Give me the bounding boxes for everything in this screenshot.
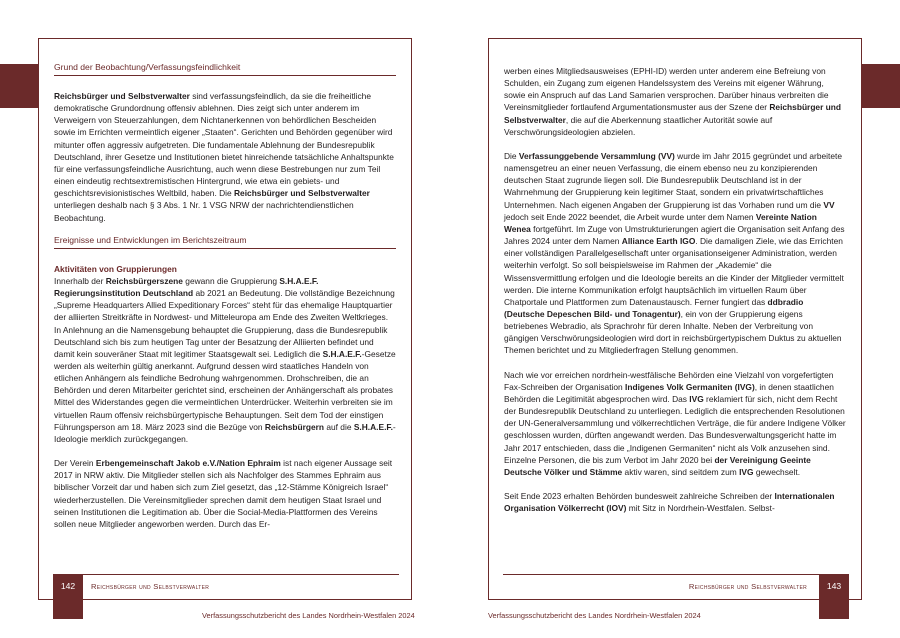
paragraph: Reichsbürger und Selbstverwalter sind verfassungsfeindlich, da sie die freiheitliche demokratische Grundordnung offensiv ablehnen. Dies zeigt sich unter anderem im Verweigern von Steuerzahlungen, dem Nichtanerkennen von behördlichen Bescheiden sowie im Errichten vermeintlich eigener „Staaten“. Gerichten und Behörden gegenüber wird mitunter offen aggressiv aufgetreten. Die fundamentale Ablehnung der Bundesrepublik Deutschland, ihrer Gesetze und Institutionen bietet hinreichende tatsächliche Anhaltspunkte für eine verfassungsfeindliche Ausrichtung, auch wenn diese Bestrebungen nur zum Teil einen eindeutig rechtsextremistischen Hintergrund, wie etwa ein gebiets- und geschichtsrevisionistisches Weltbild, haben. Die Reichsbürger und Selbstverwalter unterliegen deshalb nach § 3 Abs. 1 Nr. 1 VSG NRW der nachrichtendienstlichen Beobachtung. (54, 91, 394, 223)
bold-term: Reichsbürgerszene (105, 275, 183, 286)
running-title: Reichsbürger und Selbstverwalter (91, 582, 210, 591)
right-page (488, 38, 862, 600)
bold-term: ddbradio (Deutsche Depeschen Bild- und Tonagentur) (504, 296, 804, 319)
section-heading-grund: Grund der Beobachtung/Verfassungsfeindlichkeit (54, 61, 396, 76)
bold-term: Reichsbürger und Selbstverwalter (234, 188, 370, 199)
paragraph: werben eines Mitgliedsausweises (EPHI-ID) werden unter anderem eine Befreiung von Schulden, ein Zugang zum eigenen Handelssystem des Vereins mit eigener Währung, sowie ein Anspruch auf das Land Samarien versprochen. Darüber hinaus verbreiten die Vereinsmitglieder fortlaufend Argumentationsmuster aus der Szene der Reichsbürger und Selbstverwalter, die auf die Aberkennung staatlicher Autorität sowie auf Verschwörungsideologien abzielen. (504, 66, 842, 137)
bold-term: S.H.A.E.F. (353, 421, 393, 432)
bold-term: IVG (689, 393, 704, 404)
paragraph: Der Verein Erbengemeinschaft Jakob e.V./Nation Ephraim ist nach eigener Aussage seit 2017 in NRW aktiv. Die Mitglieder stellen sich als Nachfolger des Stammes Ephraim aus biblischer Vorzeit dar und haben sich zum Ziel gesetzt, das „12-Stämme Königreich Israel“ wiederherzustellen. Die Vereinsmitglieder sprechen damit dem heutigen Staat Israel und seinen Institutionen die Legitimation ab. Über die Social-Media-Plattformen des Vereins sollen neue Mitglieder angeworben werden. Durch das Er- (54, 458, 393, 529)
bold-term: Reichsbürger und Selbstverwalter (504, 102, 842, 125)
paragraph: Nach wie vor erreichen nordrhein-westfälische Behörden eine Vielzahl von vorgefertigten Fax-Schreiben der Organisation Indigenes Volk Germaniten (IVG), in denen staatlichen Behörden die Legitimität abgesprochen wird. Das IVG reklamiert für sich, nicht dem Recht der Bundesrepublik Deutschland zu unterliegen. Lediglich die entsprechenden Resolutionen der UN-Generalversammlung und völkerrechtlichen Verträge, die für andere Indigene Völker geschlossen wurden, dürften angewandt werden. Das Bundesverwaltungsgericht hatte im Jahr 2017 entschieden, dass die „Indigenen Germaniten“ nicht als Volk anzusehen sind. Einzelne Personen, die bis zum Verbot im Jahr 2020 bei der Vereinigung Geeinte Deutsche Völker und Stämme aktiv waren, sind seitdem zum IVG gewechselt. (504, 369, 846, 477)
bold-term: Verfassunggebende Versammlung (VV) (518, 150, 675, 161)
running-title: Reichsbürger und Selbstverwalter (688, 582, 807, 591)
left-edge-tab (0, 64, 38, 108)
bold-term: S.H.A.E.F. Regierungsinstitution Deutschland (54, 275, 319, 299)
bold-term: Erbengemeinschaft Jakob e.V./Nation Ephraim (95, 458, 281, 469)
bold-term: S.H.A.E.F. (322, 348, 362, 359)
bold-term: der Vereinigung Geeinte Deutsche Völker und Stämme (504, 454, 811, 477)
bold-term: VV (823, 199, 835, 210)
bold-term: Alliance Earth IGO (621, 236, 696, 247)
right-edge-tab (862, 64, 900, 108)
bold-term: Internationalen Organisation Völkerrecht (IOV) (504, 491, 835, 514)
publication-caption-right: Verfassungsschutzbericht des Landes Nordrhein-Westfalen 2024 (488, 611, 701, 620)
publication-caption-left: Verfassungsschutzbericht des Landes Nordrhein-Westfalen 2024 (202, 611, 415, 620)
section-heading-ereignisse: Ereignisse und Entwicklungen im Berichtszeitraum (54, 234, 396, 249)
page-number: 143 (819, 575, 849, 619)
paragraph: Seit Ende 2023 erhalten Behörden bundesweit zahlreiche Schreiben der Internationalen Organisation Völkerrecht (IOV) mit Sitz in Nordrhein-Westfalen. Selbst- (504, 491, 835, 514)
subheading-aktivitaeten: Aktivitäten von Gruppierungen (54, 263, 177, 274)
bold-term: Indigenes Volk Germaniten (IVG) (625, 381, 755, 392)
left-page-content (54, 61, 396, 530)
bold-term: Reichsbürgern (264, 421, 325, 432)
bold-term: IVG (739, 466, 754, 477)
left-page (38, 38, 412, 600)
right-page-content (504, 65, 846, 514)
page-number: 142 (53, 575, 83, 619)
paragraph: Die Verfassunggebende Versammlung (VV) wurde im Jahr 2015 gegründet und arbeitete namensgetreu an einer neuen Verfassung, die einem ebenso neu zu konzipierenden deutschen Staat zugrunde liegen soll. Die Bundesrepublik Deutschland ist in der Wahrnehmung der Gruppierung kein legitimer Staat, sondern ein privatwirtschaftliches Unternehmen. Nach eigenen Angaben der Gruppierung ist das Vorhaben rund um die VV jedoch seit Ende 2022 beendet, die Arbeit wurde unter dem Namen Vereinte Nation Wenea fortgeführt. Im Zuge von Umstrukturierungen agiert die Organisation seit Anfang des Jahres 2024 unter dem Namen Alliance Earth IGO. Die damaligen Ziele, wie das Errichten einer vollständigen Parallelgesellschaft unter organisationseigener Administration, werden weiterhin verfolgt. So soll beispielsweise im Rahmen der „Akademie“ die Wissensvermittlung erfolgen und die Ideologie bereits an die Kinder der Mitglieder vermittelt werden. Die interne Kommunikation erfolgt hauptsächlich im virtuellen Raum über Chatportale und Plattformen zum Datenaustausch. Ferner fungiert das ddbradio (Deutsche Depeschen Bild- und Tonagentur), ein von der Gruppierung eigens betriebenes Webradio, als Sprachrohr für deren Inhalte. Neben der Verbreitung von gängigen Verschwörungsideologien wird dort in reichsbürgertypischem Duktus zu aktuellen Themen berichtet und zu Mitgliederfragen Stellung genommen. (504, 150, 845, 356)
bold-term: Vereinte Nation Wenea (504, 211, 817, 234)
bold-term: Reichsbürger und Selbstverwalter (54, 91, 190, 101)
paragraph: Innerhalb der Reichsbürgerszene gewann die Gruppierung S.H.A.E.F. Regierungsinstitution Deutschland ab 2021 an Bedeutung. Die vollständige Bezeichnung „Supreme Headquarters Allied Expeditionary Forces“ steht für das ehemalige Hauptquartier der alliierten Streitkräfte in Nordwest- und Mitteleuropa am Ende des Zweiten Weltkrieges. In Anlehnung an die Namensgebung behauptet die Gruppierung, dass die Bundesrepublik Deutschland sich bis zum heutigen Tag unter der Besatzung der Alliierten befindet und damit kein souveräner Staat mit legitimer Staatsgewalt sei. Lediglich die S.H.A.E.F.-Gesetze werden als weiterhin gültig anerkannt. Aufgrund dessen wird staatliches Handeln von etlichen Anhängern als feindliche Bedrohung wahrgenommen. Drohschreiben, die an Behörden und deren Mitarbeiter gerichtet sind, erscheinen der Anhängerschaft als probates Mittel des Widerstandes gegen die vermeintlichen Unterdrücker. Weiterhin verbreiten sie im virtuellen Raum offensiv reichsbürgertypische Behauptungen. Seit dem Tod der einstigen Führungsperson am 18. März 2023 sind die Bezüge von Reichsbürgern auf die S.H.A.E.F.-Ideologie merklich zurückgegangen. (54, 275, 396, 444)
